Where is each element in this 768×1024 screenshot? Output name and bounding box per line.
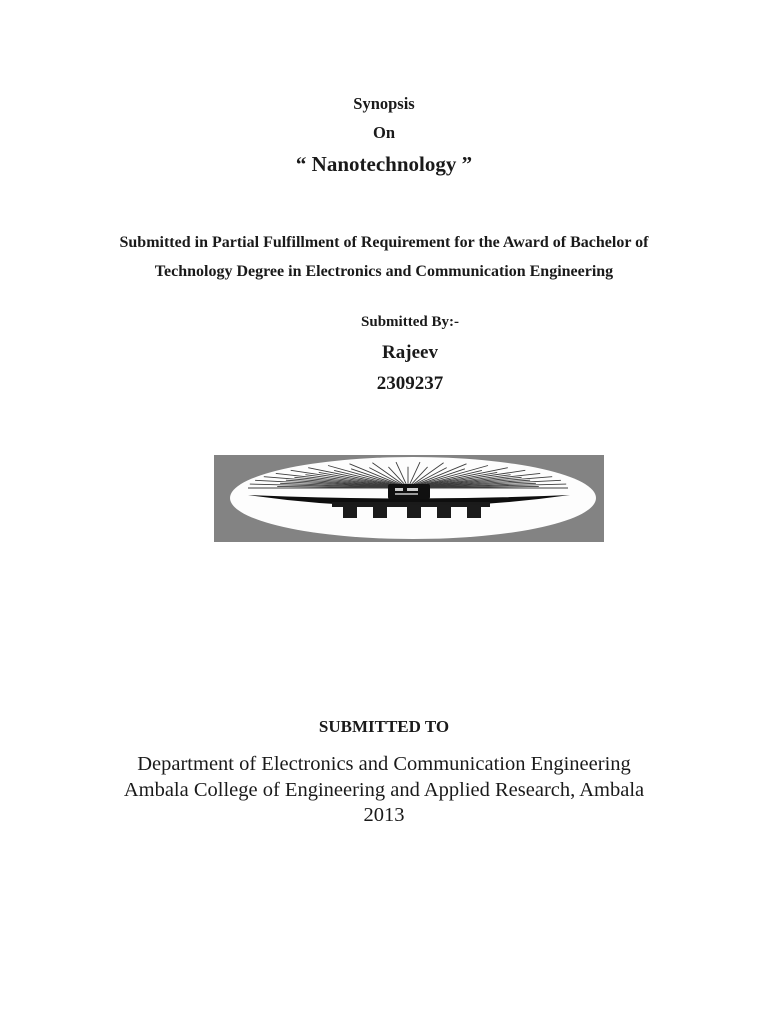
crest-mark-3 [395,493,418,495]
emblem-center-crest [388,484,430,499]
college-line: Ambala College of Engineering and Applied Research, Ambala [123,778,645,801]
college-emblem-image [214,455,604,542]
author-name: Rajeev [382,342,438,363]
submitted-to-label: SUBMITTED TO [318,717,450,736]
statement-line-2: Technology Degree in Electronics and Communication Engineering [154,263,614,280]
submitted-by-label: Submitted By:- [361,314,459,330]
emblem-pillar-3 [407,505,421,518]
year-line: 2013 [363,804,405,826]
document-title: “ Nanotechnology ” [295,152,473,176]
submitted-to-block [0,714,768,829]
emblem-pillar-4 [437,505,451,518]
department-line: Department of Electronics and Communication Engineering [137,753,631,775]
emblem-pillar-5 [467,505,481,518]
crest-mark-1 [395,488,403,491]
title-block [0,89,768,181]
emblem-pillar-2 [373,505,387,518]
synopsis-heading: Synopsis [353,94,415,113]
statement-line-1: Submitted in Partial Fulfillment of Requirement for the Award of Bachelor of [119,234,649,251]
crest-mark-2 [407,488,418,491]
submission-statement [84,228,684,286]
roll-number: 2309237 [376,373,444,394]
on-heading: On [372,123,395,142]
college-emblem-svg [214,455,604,542]
submitted-by-block [26,307,768,399]
emblem-pillar-1 [343,505,357,518]
